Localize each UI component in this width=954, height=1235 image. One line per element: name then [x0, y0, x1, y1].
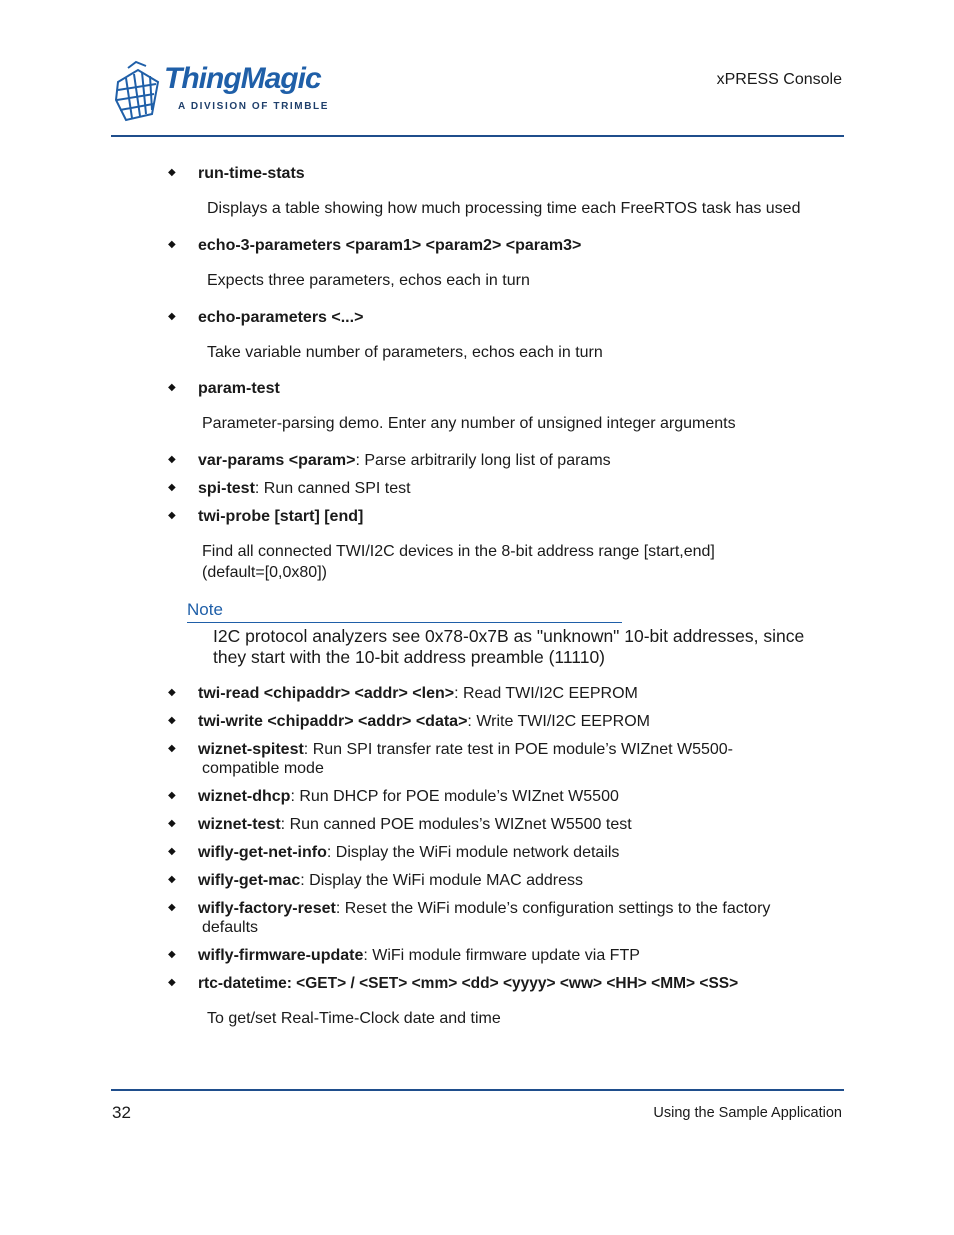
command-description: Expects three parameters, echos each in turn — [207, 272, 530, 289]
command-name: echo-parameters <...> — [198, 309, 364, 326]
list-item — [198, 740, 733, 760]
command-name: wifly-get-mac — [198, 872, 301, 889]
list-item — [198, 787, 619, 807]
command-summary: : Run SPI transfer rate test in POE module’s WIZnet W5500- — [303, 741, 734, 758]
command-summary: : Run DHCP for POE module’s WIZnet W5500 — [290, 788, 619, 805]
list-item — [198, 871, 583, 891]
list-item — [198, 974, 738, 994]
command-name: twi-write <chipaddr> <addr> <data> — [198, 713, 468, 730]
list-item — [198, 379, 280, 399]
thingmagic-logo-icon — [112, 60, 164, 122]
command-summary: : Run canned SPI test — [254, 480, 411, 497]
command-name: wifly-firmware-update — [198, 947, 364, 964]
command-summary-cont: compatible mode — [202, 760, 324, 777]
list-item — [198, 236, 581, 256]
list-item — [198, 946, 640, 966]
command-name: wiznet-spitest — [198, 741, 304, 758]
bullet-icon: ◆ — [168, 454, 176, 465]
page-number: 32 — [112, 1103, 131, 1122]
command-name: twi-probe [start] [end] — [198, 508, 364, 525]
bullet-icon: ◆ — [168, 977, 176, 988]
command-description: Displays a table showing how much processing time each FreeRTOS task has used — [207, 200, 801, 217]
command-name: wiznet-test — [198, 816, 281, 833]
bullet-icon: ◆ — [168, 846, 176, 857]
thingmagic-logo — [112, 58, 330, 124]
command-name: param-test — [198, 380, 280, 397]
header-rule — [111, 135, 844, 137]
footer-rule — [111, 1089, 844, 1091]
command-name: twi-read <chipaddr> <addr> <len> — [198, 685, 455, 702]
command-name: run-time-stats — [198, 165, 305, 182]
list-item — [198, 164, 305, 184]
command-description: Find all connected TWI/I2C devices in the 8-bit address range [start,end] — [202, 543, 715, 560]
command-summary: : Reset the WiFi module’s configuration settings to the factory — [335, 900, 771, 917]
note-text-line2: they start with the 10-bit address preamble (11110) — [213, 647, 606, 667]
command-name: rtc-datetime: <GET> / <SET> <mm> <dd> <yyyy> <ww> <HH> <MM> <SS> — [198, 975, 739, 992]
list-item — [198, 479, 411, 499]
bullet-icon: ◆ — [168, 382, 176, 393]
command-name: wifly-get-net-info — [198, 844, 327, 861]
command-summary: : Display the WiFi module MAC address — [300, 872, 584, 889]
bullet-icon: ◆ — [168, 510, 176, 521]
list-item — [198, 451, 611, 471]
list-item — [198, 507, 363, 527]
bullet-icon: ◆ — [168, 239, 176, 250]
command-name: wifly-factory-reset — [198, 900, 336, 917]
logo-tagline: A DIVISION OF TRIMBLE — [178, 101, 330, 112]
command-name: spi-test — [198, 480, 255, 497]
bullet-icon: ◆ — [168, 818, 176, 829]
command-summary: : Write TWI/I2C EEPROM — [467, 713, 650, 730]
bullet-icon: ◆ — [168, 715, 176, 726]
command-description: To get/set Real-Time-Clock date and time — [207, 1010, 501, 1027]
command-name: wiznet-dhcp — [198, 788, 291, 805]
bullet-icon: ◆ — [168, 949, 176, 960]
list-item — [198, 815, 632, 835]
note-text-line1: I2C protocol analyzers see 0x78-0x7B as "unknown" 10-bit addresses, since — [213, 626, 805, 646]
bullet-icon: ◆ — [168, 311, 176, 322]
command-name: echo-3-parameters <param1> <param2> <param3> — [198, 237, 582, 254]
running-header-title: xPRESS Console — [716, 71, 842, 88]
list-item — [198, 712, 650, 732]
logo-wordmark: ThingMagic — [164, 62, 321, 95]
bullet-icon: ◆ — [168, 482, 176, 493]
command-description: Parameter-parsing demo. Enter any number of unsigned integer arguments — [202, 415, 736, 432]
list-item — [198, 308, 363, 328]
note-label: Note — [187, 600, 223, 619]
footer-section-title: Using the Sample Application — [653, 1105, 842, 1121]
list-item — [198, 899, 770, 919]
command-name: var-params <param> — [198, 452, 356, 469]
command-summary: : WiFi module firmware update via FTP — [363, 947, 640, 964]
command-summary: : Display the WiFi module network details — [326, 844, 620, 861]
bullet-icon: ◆ — [168, 874, 176, 885]
command-summary: : Parse arbitrarily long list of params — [355, 452, 611, 469]
command-description-cont: (default=[0,0x80]) — [202, 564, 327, 581]
command-description: Take variable number of parameters, echos each in turn — [207, 344, 603, 361]
list-item — [198, 843, 619, 863]
command-summary: : Run canned POE modules’s WIZnet W5500 test — [280, 816, 632, 833]
bullet-icon: ◆ — [168, 743, 176, 754]
bullet-icon: ◆ — [168, 167, 176, 178]
list-item — [198, 684, 638, 704]
command-summary-cont: defaults — [202, 919, 259, 936]
bullet-icon: ◆ — [168, 687, 176, 698]
command-summary: : Read TWI/I2C EEPROM — [454, 685, 638, 702]
bullet-icon: ◆ — [168, 790, 176, 801]
bullet-icon: ◆ — [168, 902, 176, 913]
note-rule — [187, 622, 622, 623]
